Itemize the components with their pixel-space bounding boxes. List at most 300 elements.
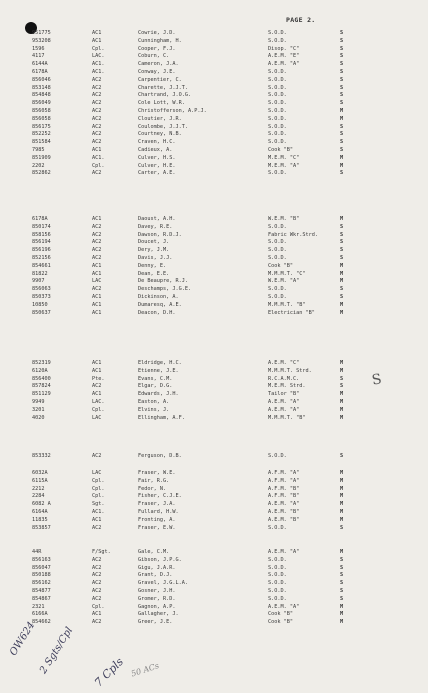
service-number: 852156 (32, 254, 51, 261)
rank: LAC. (92, 53, 105, 60)
trade: A.E.M. "A" (268, 549, 300, 555)
status-code: S (340, 139, 344, 146)
nominal-roll-section-f (0, 470, 428, 532)
rank: Cpl. (92, 603, 105, 610)
roll-entry (0, 30, 428, 38)
rank: AC2 (92, 572, 102, 579)
trade: A.E.M. "A" (268, 501, 300, 508)
rank: AC1 (92, 309, 102, 316)
handwritten-note: 7 Cpls (92, 655, 127, 690)
roll-entry (0, 170, 428, 178)
member-name: Etienne, J.E. (138, 367, 179, 374)
service-number: 856194 (32, 239, 51, 246)
status-code: M (340, 516, 344, 523)
rank: AC2 (92, 580, 102, 587)
trade: S.O.D. (268, 524, 287, 531)
roll-entry (0, 493, 428, 501)
service-number: 2284 (32, 493, 45, 500)
roll-entry (0, 407, 428, 415)
status-code: S (340, 247, 344, 254)
status-code: M (340, 470, 344, 476)
service-number: 6178A (32, 216, 48, 222)
roll-entry (0, 368, 428, 376)
roll-entry (0, 557, 428, 565)
status-code: M (340, 367, 344, 374)
roll-entry (0, 360, 428, 368)
roll-entry (0, 565, 428, 573)
rank: AC2 (92, 115, 102, 122)
service-number: 856163 (32, 556, 51, 563)
rank: AC1 (92, 262, 102, 269)
service-number: 4117 (32, 53, 45, 60)
member-name: Gromer, R.D. (138, 595, 176, 602)
trade: S.O.D. (268, 595, 287, 602)
member-name: Eldridge, H.C. (138, 360, 182, 366)
trade: A.E.M. "A" (268, 398, 300, 405)
member-name: Fraser, W.E. (138, 470, 176, 476)
status-code: M (340, 477, 344, 484)
service-number: 856049 (32, 100, 51, 107)
member-name: Dickinson, A. (138, 293, 179, 300)
status-code: M (340, 406, 344, 413)
roll-entry (0, 232, 428, 240)
roll-entry (0, 46, 428, 54)
roll-entry (0, 131, 428, 139)
trade: M.E.M. "C" (268, 154, 300, 161)
status-code: S (340, 239, 344, 246)
service-number: 951775 (32, 30, 51, 36)
trade: S.O.D. (268, 170, 287, 177)
margin-pencil-mark: S (370, 371, 383, 389)
handwritten-note: 50 ACs (130, 661, 161, 679)
member-name: Cunningham, H. (138, 37, 182, 44)
service-number: 856196 (32, 247, 51, 254)
trade: S.O.D. (268, 247, 287, 254)
trade: A.E.M. "A" (268, 406, 300, 413)
roll-entry (0, 61, 428, 69)
status-code: M (340, 619, 344, 626)
trade: R.C.A.M.C. (268, 375, 300, 382)
rank: AC1 (92, 146, 102, 153)
service-number: 856063 (32, 286, 51, 293)
member-name: Carter, A.E. (138, 170, 176, 177)
status-code: M (340, 154, 344, 161)
trade: A.F.M. "A" (268, 470, 300, 476)
service-number: 854848 (32, 92, 51, 99)
service-number: 854877 (32, 587, 51, 594)
service-number: 7985 (32, 146, 45, 153)
service-number: 856047 (32, 564, 51, 571)
status-code: S (340, 572, 344, 579)
member-name: Ferguson, D.B. (138, 453, 182, 459)
rank: AC2 (92, 453, 102, 459)
status-code: S (340, 146, 344, 153)
trade: S.O.D. (268, 37, 287, 44)
member-name: Gigu, J.A.R. (138, 564, 176, 571)
status-code: S (340, 100, 344, 107)
roll-entry (0, 139, 428, 147)
service-number: 6082 A (32, 501, 51, 508)
status-code: S (340, 595, 344, 602)
roll-entry (0, 525, 428, 533)
trade: A.F.M. "A" (268, 477, 300, 484)
trade: S.O.D. (268, 107, 287, 114)
rank: AC2 (92, 564, 102, 571)
rank: Cpl. (92, 493, 105, 500)
status-code: M (340, 162, 344, 169)
service-number: 11835 (32, 516, 48, 523)
trade: S.O.D. (268, 453, 287, 459)
status-code: M (340, 493, 344, 500)
service-number: 854662 (32, 619, 51, 626)
service-number: 850637 (32, 309, 51, 316)
trade: A.F.M. "B" (268, 485, 300, 492)
roll-entry (0, 486, 428, 494)
member-name: Dawson, R.D.J. (138, 231, 182, 238)
page-number: PAGE 2. (286, 16, 316, 24)
roll-entry (0, 163, 428, 171)
rank: Cpl. (92, 406, 105, 413)
member-name: Fronting, A. (138, 516, 176, 523)
service-number: 856162 (32, 580, 51, 587)
roll-entry (0, 501, 428, 509)
member-name: Daoust, A.H. (138, 216, 176, 222)
member-name: Gibson, J.P.G. (138, 556, 182, 563)
member-name: Davey, R.E. (138, 223, 173, 230)
trade: S.O.D. (268, 123, 287, 130)
member-name: Culver, H.S. (138, 154, 176, 161)
roll-entry (0, 271, 428, 279)
service-number: 853148 (32, 84, 51, 91)
roll-entry (0, 572, 428, 580)
trade: A.E.M. "C" (268, 360, 300, 366)
member-name: Grant, D.J. (138, 572, 173, 579)
roll-entry (0, 224, 428, 232)
trade: M.M.M.T. "B" (268, 414, 306, 421)
service-number: 852862 (32, 170, 51, 177)
trade: M.M.M.T. Strd. (268, 367, 312, 374)
nominal-roll-section-e (0, 360, 428, 422)
trade: Cook "B" (268, 146, 293, 153)
status-code: M (340, 508, 344, 515)
member-name: Conway, J.E. (138, 68, 176, 75)
rank: LAC (92, 470, 102, 476)
roll-entry (0, 92, 428, 100)
service-number: 856175 (32, 123, 51, 130)
status-code: S (340, 37, 344, 44)
roll-entry (0, 310, 428, 318)
rank: AC1 (92, 30, 102, 36)
trade: S.O.D. (268, 30, 287, 36)
member-name: Dean, E.E. (138, 270, 170, 277)
member-name: Culver, H.E. (138, 162, 176, 169)
trade: S.O.D. (268, 84, 287, 91)
rank: AC2 (92, 247, 102, 254)
member-name: Dumaresq, A.E. (138, 301, 182, 308)
roll-entry (0, 69, 428, 77)
roll-entry (0, 580, 428, 588)
roll-entry (0, 255, 428, 263)
member-name: Elgar, D.G. (138, 383, 173, 390)
rank: AC1 (92, 391, 102, 398)
member-name: Edwards, J.H. (138, 391, 179, 398)
status-code: S (340, 524, 344, 531)
rank: Cpl. (92, 162, 105, 169)
status-code: S (340, 556, 344, 563)
trade: A.E.M. "E" (268, 53, 300, 60)
handwritten-note: 2 Sgts/Cpl (38, 625, 76, 676)
nominal-roll-section-d (0, 216, 428, 317)
status-code: S (340, 76, 344, 83)
member-name: Cadieux, A. (138, 146, 173, 153)
status-code: M (340, 501, 344, 508)
roll-entry (0, 596, 428, 604)
roll-entry (0, 611, 428, 619)
trade: S.O.D. (268, 68, 287, 75)
service-number: 3201 (32, 406, 45, 413)
status-code: M (340, 398, 344, 405)
service-number: 856046 (32, 76, 51, 83)
roll-entry (0, 294, 428, 302)
status-code: M (340, 603, 344, 610)
trade: Cook "B" (268, 611, 293, 618)
member-name: Fisher, C.J.E. (138, 493, 182, 500)
roll-entry (0, 478, 428, 486)
trade: W.E.M. "B" (268, 216, 300, 222)
trade: A.E.M. "A" (268, 603, 300, 610)
rank: AC2 (92, 107, 102, 114)
status-code: S (340, 170, 344, 177)
status-code: S (340, 587, 344, 594)
rank: Cpl. (92, 477, 105, 484)
roll-entry (0, 239, 428, 247)
member-name: Gosner, J.H. (138, 587, 176, 594)
service-number: 854661 (32, 262, 51, 269)
member-name: Denny, E. (138, 262, 167, 269)
service-number: 2321 (32, 603, 45, 610)
service-number: 953208 (32, 37, 51, 44)
member-name: Deacon, D.H. (138, 309, 176, 316)
member-name: Doucet, J. (138, 239, 170, 246)
rank: AC1 (92, 270, 102, 277)
member-name: Greer, J.E. (138, 619, 173, 626)
roll-entry (0, 100, 428, 108)
rank: AC2 (92, 619, 102, 626)
trade: S.O.D. (268, 254, 287, 261)
roll-entry (0, 116, 428, 124)
trade: S.O.D. (268, 564, 287, 571)
rank: AC2 (92, 76, 102, 83)
roll-entry (0, 517, 428, 525)
status-code: S (340, 375, 344, 382)
roll-entry (0, 77, 428, 85)
status-code: M (340, 414, 344, 421)
status-code: S (340, 45, 344, 52)
service-number: 853857 (32, 524, 51, 531)
member-name: Fair, R.G. (138, 477, 170, 484)
roll-entry (0, 124, 428, 132)
member-name: Ellingham, A.F. (138, 414, 185, 421)
service-number: 6178A (32, 68, 48, 75)
rank: AC2 (92, 556, 102, 563)
service-number: 9949 (32, 398, 45, 405)
member-name: Fedor, N. (138, 485, 167, 492)
trade: S.O.D. (268, 286, 287, 293)
member-name: De Beaupre, R.J. (138, 278, 188, 285)
status-code: M (340, 549, 344, 555)
member-name: Cloutier, J.R. (138, 115, 182, 122)
rank: Cpl. (92, 485, 105, 492)
trade: Electrician "B" (268, 309, 315, 316)
roll-entry (0, 399, 428, 407)
member-name: Cowrie, J.D. (138, 30, 176, 36)
trade: S.O.D. (268, 556, 287, 563)
member-name: Christofferson, A.P.J. (138, 107, 207, 114)
status-code: S (340, 293, 344, 300)
rank: F/Sgt. (92, 549, 111, 555)
member-name: Evans, C.M. (138, 375, 173, 382)
trade: A.F.M. "B" (268, 493, 300, 500)
trade: Cook "B" (268, 619, 293, 626)
trade: M.M.M.T. "C" (268, 270, 306, 277)
rank: AC1. (92, 61, 105, 68)
roll-entry (0, 549, 428, 557)
service-number: 6115A (32, 477, 48, 484)
status-code: S (340, 68, 344, 75)
service-number: 6166A (32, 611, 48, 618)
roll-entry (0, 588, 428, 596)
service-number: 850174 (32, 223, 51, 230)
rank: AC1 (92, 293, 102, 300)
member-name: Cole Lott, W.R. (138, 100, 185, 107)
roll-entry (0, 38, 428, 46)
rank: AC1 (92, 216, 102, 222)
status-code: M (340, 115, 344, 122)
service-number: 2212 (32, 485, 45, 492)
status-code: M (340, 309, 344, 316)
status-code: M (340, 107, 344, 114)
roll-entry (0, 286, 428, 294)
status-code: S (340, 123, 344, 130)
roll-entry (0, 509, 428, 517)
trade: M.E.M. "A" (268, 162, 300, 169)
roll-entry (0, 155, 428, 163)
roll-entry (0, 247, 428, 255)
roll-entry (0, 216, 428, 224)
trade: S.O.D. (268, 587, 287, 594)
member-name: Charette, J.J.T. (138, 84, 188, 91)
service-number: 852252 (32, 131, 51, 138)
trade: Fabric Wkr.Strd. (268, 231, 318, 238)
member-name: Fullard, H.W. (138, 508, 179, 515)
status-code: M (340, 360, 344, 366)
member-name: Gravel, J.G.L.A. (138, 580, 188, 587)
trade: S.O.D. (268, 580, 287, 587)
service-number: 856058 (32, 107, 51, 114)
service-number: 6144A (32, 61, 48, 68)
trade: Disop. "C" (268, 45, 300, 52)
roll-entry (0, 470, 428, 478)
status-code: S (340, 231, 344, 238)
service-number: 850188 (32, 572, 51, 579)
member-name: Gagnon, A.P. (138, 603, 176, 610)
trade: W.E.M. "A" (268, 278, 300, 285)
rank: AC1. (92, 68, 105, 75)
rank: AC2 (92, 231, 102, 238)
rank: AC1 (92, 360, 102, 366)
service-number: 853332 (32, 453, 51, 459)
rank: Pte. (92, 375, 105, 382)
nominal-roll-section-c (0, 30, 428, 178)
member-name: Cooper, F.J. (138, 45, 176, 52)
member-name: Davis, J.J. (138, 254, 173, 261)
service-number: 851129 (32, 391, 51, 398)
service-number: 851584 (32, 139, 51, 146)
trade: S.O.D. (268, 100, 287, 107)
service-number: 4020 (32, 414, 45, 421)
member-name: Gale, C.M. (138, 549, 170, 555)
service-number: 852319 (32, 360, 51, 366)
member-name: Coburn, C. (138, 53, 170, 60)
roll-entry (0, 85, 428, 93)
trade: S.O.D. (268, 293, 287, 300)
service-number: 856400 (32, 375, 51, 382)
trade: S.O.D. (268, 572, 287, 579)
rank: AC2 (92, 595, 102, 602)
rank: AC2 (92, 223, 102, 230)
trade: M.E.M. Strd. (268, 383, 306, 390)
member-name: Fraser, E.W. (138, 524, 176, 531)
status-code: M (340, 611, 344, 618)
rank: AC2 (92, 383, 102, 390)
service-number: 2202 (32, 162, 45, 169)
status-code: S (340, 223, 344, 230)
status-code: S (340, 254, 344, 261)
service-number: 44R (32, 549, 42, 555)
trade: Cook "B" (268, 262, 293, 269)
service-number: 856058 (32, 115, 51, 122)
handwritten-note: OW624 (8, 620, 38, 658)
rank: LAC (92, 278, 102, 285)
trade: S.O.D. (268, 139, 287, 146)
status-code: S (340, 84, 344, 91)
trade: Tailor "B" (268, 391, 300, 398)
trade: S.O.D. (268, 239, 287, 246)
member-name: Carpentier, C. (138, 76, 182, 83)
service-number: 6120A (32, 367, 48, 374)
status-code: S (340, 30, 344, 36)
service-number: 1596 (32, 45, 45, 52)
roll-entry (0, 376, 428, 384)
member-name: Deschamps, J.G.E. (138, 286, 192, 293)
nominal-roll-section-g (0, 549, 428, 627)
rank: AC1 (92, 367, 102, 374)
trade: S.O.D. (268, 131, 287, 138)
rank: AC2 (92, 587, 102, 594)
status-code: M (340, 391, 344, 398)
status-code: M (340, 301, 344, 308)
roll-entry (0, 453, 428, 461)
status-code: S (340, 580, 344, 587)
trade: M.M.M.T. "B" (268, 301, 306, 308)
rank: AC2 (92, 286, 102, 293)
status-code: M (340, 485, 344, 492)
rank: Sgt. (92, 501, 105, 508)
roll-entry (0, 278, 428, 286)
rank: AC1. (92, 154, 105, 161)
member-name: Courtney, N.B. (138, 131, 182, 138)
trade: S.O.D. (268, 115, 287, 122)
